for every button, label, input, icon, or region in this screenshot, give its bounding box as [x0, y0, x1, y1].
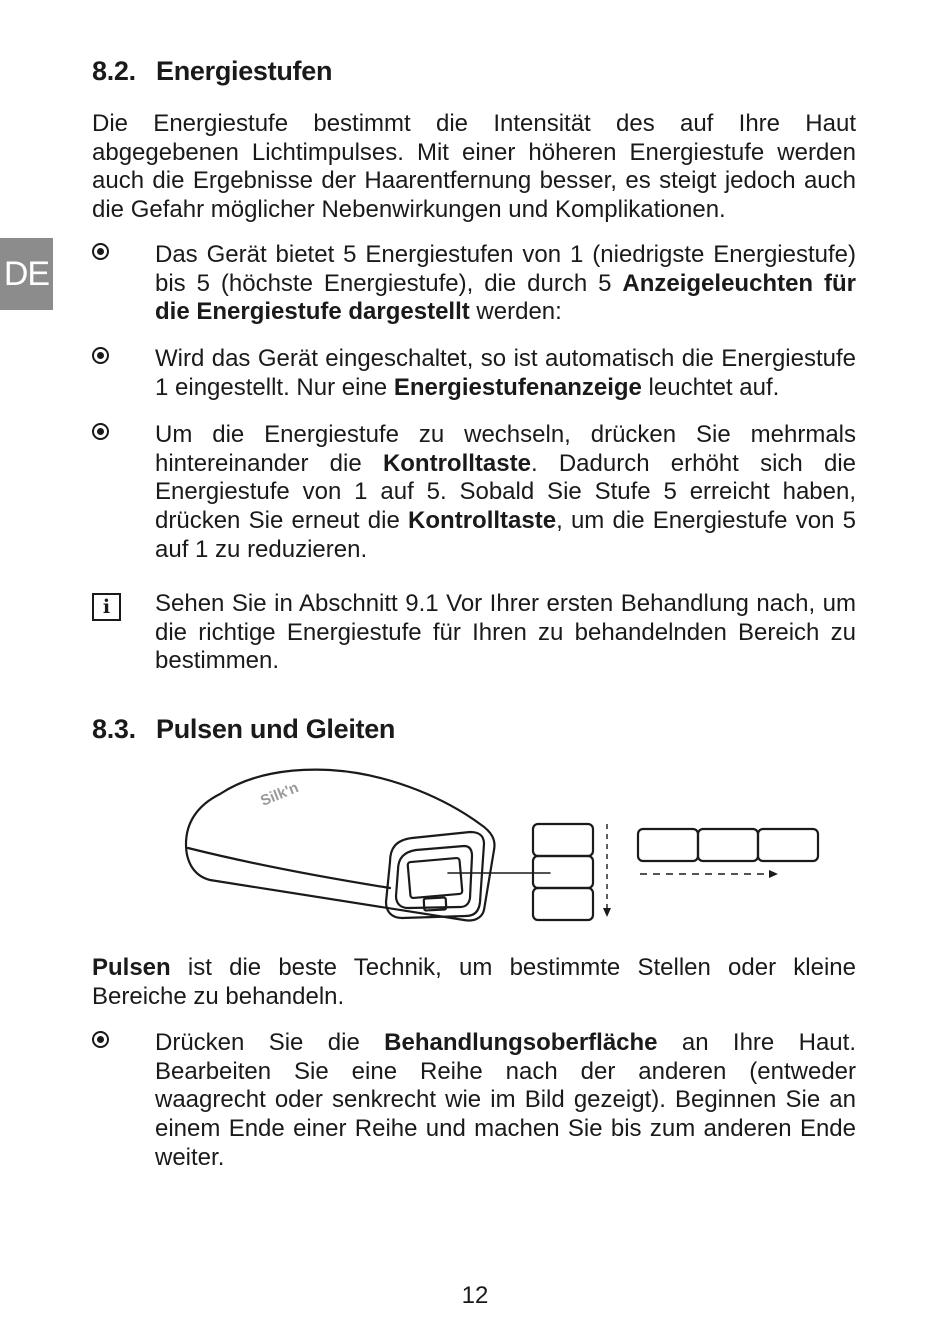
- energy-intro-paragraph: Die Energiestufe bestimmt die Intensität des auf Ihre Haut abgegebenen Lichtimpulses. Mit einer höheren Energiestufe werden auch die Ergebnisse der Haarentfernung besser, es steigt jedoch auch die Gefahr möglicher Nebenwirkungen und Komplikationen.: [92, 110, 856, 224]
- section-title: Energiestufen: [156, 56, 333, 86]
- device-brand-label: Silk'n: [258, 779, 302, 810]
- section-number: 8.3.: [92, 714, 136, 744]
- radio-bullet-icon: [92, 243, 109, 260]
- list-item: [92, 421, 856, 565]
- list-item: [92, 241, 856, 327]
- section-8-2-heading: [92, 56, 332, 87]
- list-item-text: Das Gerät bietet 5 Energiestufen von 1 (niedrigste Energiestufe) bis 5 (höchste Energiestufe), die durch 5 Anzeigeleuchten für die Energiestufe dargestellt werden:: [155, 241, 857, 326]
- pulse-area: [533, 856, 593, 888]
- device-body: [186, 770, 494, 921]
- list-item-text: Wird das Gerät eingeschaltet, so ist automatisch die Energiestufe 1 eingestellt. Nur eine Energiestufenanzeige leuchtet auf.: [155, 345, 856, 401]
- radio-bullet-icon: [92, 347, 109, 364]
- language-tab: DE: [0, 238, 53, 310]
- page-number: 12: [461, 1282, 489, 1309]
- radio-bullet-icon: [92, 1031, 109, 1048]
- pulse-area: [758, 829, 818, 861]
- list-item-text: Um die Energiestufe zu wechseln, drücken Sie mehrmals hintereinander die Kontrolltaste. Dadurch erhöht sich die Energiestufe von 1 auf 5. Sobald Sie Stufe 5 erreicht haben, drücken Sie erneut die Kontrolltaste, um die Energiestufe von 5 auf 1 zu reduzieren.: [155, 421, 857, 563]
- pulse-area: [638, 829, 698, 861]
- list-item: [92, 345, 856, 402]
- info-icon: i: [92, 593, 121, 621]
- radio-bullet-icon: [92, 423, 109, 440]
- section-title: Pulsen und Gleiten: [156, 714, 396, 744]
- section-number: 8.2.: [92, 56, 136, 86]
- pulsen-paragraph: Pulsen ist die beste Technik, um bestimmte Stellen oder kleine Bereiche zu behandeln.: [92, 954, 856, 1010]
- pulsen-term: Pulsen: [92, 954, 171, 981]
- pulse-area: [698, 829, 758, 861]
- pulse-area: [533, 888, 593, 920]
- pulse-technique-figure: [180, 762, 830, 927]
- section-8-3-heading: [92, 714, 395, 745]
- pulse-area: [533, 824, 593, 856]
- info-note-text: Sehen Sie in Abschnitt 9.1 Vor Ihrer ersten Behandlung nach, um die richtige Energiestufe für Ihren zu behandelnden Bereich zu bestimmen.: [155, 590, 856, 675]
- info-note: [92, 590, 856, 676]
- treatment-window: [408, 858, 463, 898]
- list-item-text: Drücken Sie die Behandlungsoberfläche an Ihre Haut. Bearbeiten Sie eine Reihe nach der anderen (entweder waagrecht oder senkrecht wie im Bild gezeigt). Beginnen Sie an einem Ende einer Reihe und machen Sie bis zum anderen Ende weiter.: [155, 1029, 856, 1171]
- list-item: [92, 1029, 856, 1173]
